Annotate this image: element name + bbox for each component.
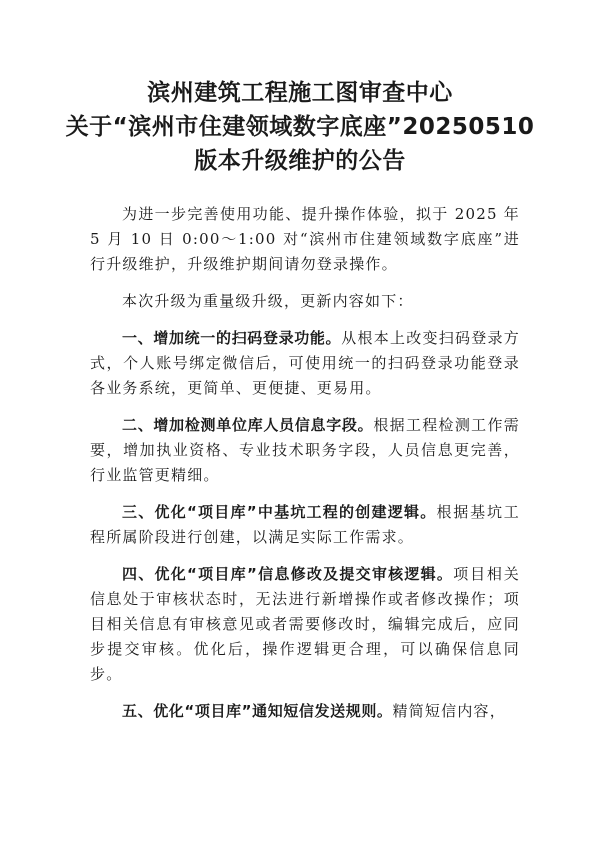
item-2-heading: 二、增加检测单位库人员信息字段。 xyxy=(122,416,374,434)
notice-body xyxy=(90,202,520,724)
item-4-text: 项目相关信息处于审核状态时，无法进行新增操作或者修改操作；项目相关信息有审核意见或者需要修改时，编辑完成后，应同步提交审核。优化后，操作逻辑更合理，可以确保信息同步。 xyxy=(90,565,520,683)
item-3 xyxy=(90,500,520,550)
title-line-3: 版本升级维护的公告 xyxy=(194,148,406,174)
intro-summary: 本次升级为重量级升级，更新内容如下： xyxy=(122,292,414,310)
item-2 xyxy=(90,413,520,488)
item-2-text: 根据工程检测工作需要，增加执业资格、专业技术职务字段，人员信息更完善，行业监管更精细。 xyxy=(90,416,520,484)
title-line-1: 滨州建筑工程施工图审查中心 xyxy=(147,80,453,106)
item-4-heading: 四、优化“项目库”信息修改及提交审核逻辑。 xyxy=(122,565,454,583)
item-3-heading: 三、优化“项目库”中基坑工程的创建逻辑。 xyxy=(122,503,437,521)
item-5 xyxy=(90,699,520,724)
item-5-heading: 五、优化“项目库”通知短信发送规则。 xyxy=(122,702,393,720)
item-3-text: 根据基坑工程所属阶段进行创建，以满足实际工作需求。 xyxy=(90,503,520,546)
item-1 xyxy=(90,326,520,401)
item-1-text: 从根本上改变扫码登录方式，个人账号绑定微信后，可使用统一的扫码登录功能登录各业务系统，更简单、更便捷、更易用。 xyxy=(90,329,520,397)
item-1-heading: 一、增加统一的扫码登录功能。 xyxy=(122,329,342,347)
item-4 xyxy=(90,562,520,687)
item-5-text: 精简短信内容， xyxy=(392,702,506,720)
intro-paragraph: 为进一步完善使用功能、提升操作体验，拟于 2025 年 5 月 10 日 0:00～1:00 对“滨州市住建领域数字底座”进行升级维护，升级维护期间请勿登录操作。 xyxy=(90,205,520,273)
title-line-2: 关于“滨州市住建领域数字底座”20250510 xyxy=(65,114,535,140)
